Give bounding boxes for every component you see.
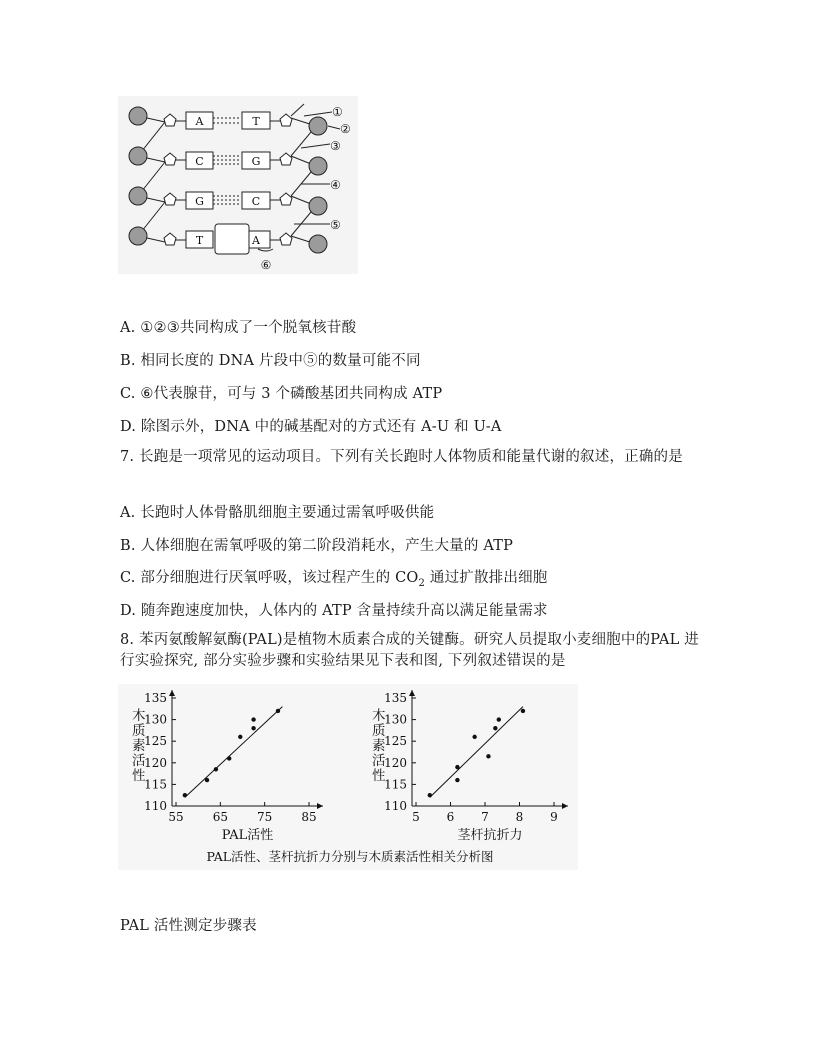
- y-tick-label: 120: [384, 755, 407, 770]
- y-tick-label: 130: [384, 712, 407, 727]
- y-tick-label: 125: [384, 734, 407, 749]
- q7-option-c: C. 部分细胞进行厌氧呼吸，该过程产生的 $CO_2$ 通过扩散排出细胞: [120, 570, 548, 589]
- base-label: C: [195, 155, 204, 168]
- marker-label: ①: [332, 105, 343, 119]
- data-point: [472, 735, 476, 739]
- data-point: [497, 717, 501, 721]
- base-label: C: [251, 195, 261, 208]
- data-point: [183, 793, 187, 797]
- data-point: [455, 765, 459, 769]
- x-axis-label: PAL活性: [221, 828, 274, 843]
- data-point: [276, 709, 280, 713]
- data-point: [521, 709, 525, 713]
- y-tick-label: 110: [144, 799, 167, 813]
- base-label: A: [195, 115, 204, 128]
- marker-label: ②: [340, 122, 351, 136]
- chart-title: PAL活性、茎杆抗折力分别与木质素活性相关分析图: [206, 849, 494, 864]
- q7-option-a: A. 长跑时人体骨骼肌细胞主要通过需氧呼吸供能: [120, 505, 435, 521]
- y-tick-label: 115: [144, 777, 167, 792]
- x-tick-label: 85: [301, 810, 317, 824]
- marker-label: ④: [330, 178, 341, 192]
- x-axis-label: 茎杆抗折力: [457, 828, 523, 843]
- y-tick-label: 120: [144, 755, 167, 770]
- x-tick-label: 7: [481, 810, 489, 824]
- q6-option-a: A. ①②③共同构成了一个脱氧核苷酸: [120, 320, 357, 336]
- q6-option-c: C. ⑥代表腺苷，可与 3 个磷酸基团共同构成 ATP: [120, 386, 443, 402]
- y-tick-label: 130: [144, 712, 167, 727]
- q6-option-d: D. 除图示外，DNA 中的碱基配对的方式还有 A-U 和 U-A: [120, 419, 502, 435]
- marker-label: ③: [330, 139, 341, 153]
- q7-option-d: D. 随奔跑速度加快，人体内的 ATP 含量持续升高以满足能量需求: [120, 603, 548, 619]
- data-point: [493, 726, 497, 730]
- y-axis-label: 木质素活性: [372, 708, 386, 784]
- data-point: [238, 735, 242, 739]
- data-point: [251, 717, 255, 721]
- data-point: [428, 793, 432, 797]
- x-tick-label: 9: [550, 810, 558, 824]
- data-point: [214, 767, 218, 771]
- base-label: G: [195, 195, 204, 208]
- marker-label: ⑤: [330, 218, 341, 232]
- data-point: [227, 756, 231, 760]
- table-caption: PAL 活性测定步骤表: [120, 918, 257, 934]
- q7-stem: 7. 长跑是一项常见的运动项目。下列有关长跑时人体物质和能量代谢的叙述，正确的是: [120, 449, 683, 465]
- y-tick-label: 125: [144, 734, 167, 749]
- data-point: [205, 778, 209, 782]
- x-tick-label: 65: [212, 810, 228, 824]
- q8-stem: 8. 苯丙氨酸解氨酶(PAL)是植物木质素合成的关键酶。研究人员提取小麦细胞中的PAL 进行实验探究, 部分实验步骤和实验结果见下表和图, 下列叙述错误的是: [120, 632, 699, 669]
- q7-option-b: B. 人体细胞在需氧呼吸的第二阶段消耗水，产生大量的 ATP: [120, 538, 514, 554]
- base-label: A: [252, 234, 260, 247]
- y-tick-label: 115: [384, 777, 407, 792]
- data-point: [486, 754, 490, 758]
- base-label: T: [252, 115, 260, 128]
- q6-option-b: B. 相同长度的 DNA 片段中⑤的数量可能不同: [120, 353, 421, 369]
- x-tick-label: 75: [257, 810, 273, 824]
- marker-label: ⑥: [260, 258, 272, 272]
- x-tick-label: 55: [168, 810, 184, 824]
- base-label: T: [195, 234, 204, 247]
- y-axis-label: 木质素活性: [132, 708, 146, 784]
- y-tick-label: 135: [144, 691, 167, 705]
- x-tick-label: 6: [446, 810, 455, 824]
- y-tick-label: 135: [384, 691, 407, 705]
- x-tick-label: 5: [412, 810, 420, 824]
- x-tick-label: 8: [515, 810, 524, 824]
- data-point: [455, 778, 459, 782]
- correlation-charts: [118, 684, 578, 870]
- y-tick-label: 110: [384, 799, 407, 813]
- base-label: G: [251, 155, 261, 168]
- data-point: [251, 726, 255, 730]
- dna-structure-diagram: [118, 96, 358, 274]
